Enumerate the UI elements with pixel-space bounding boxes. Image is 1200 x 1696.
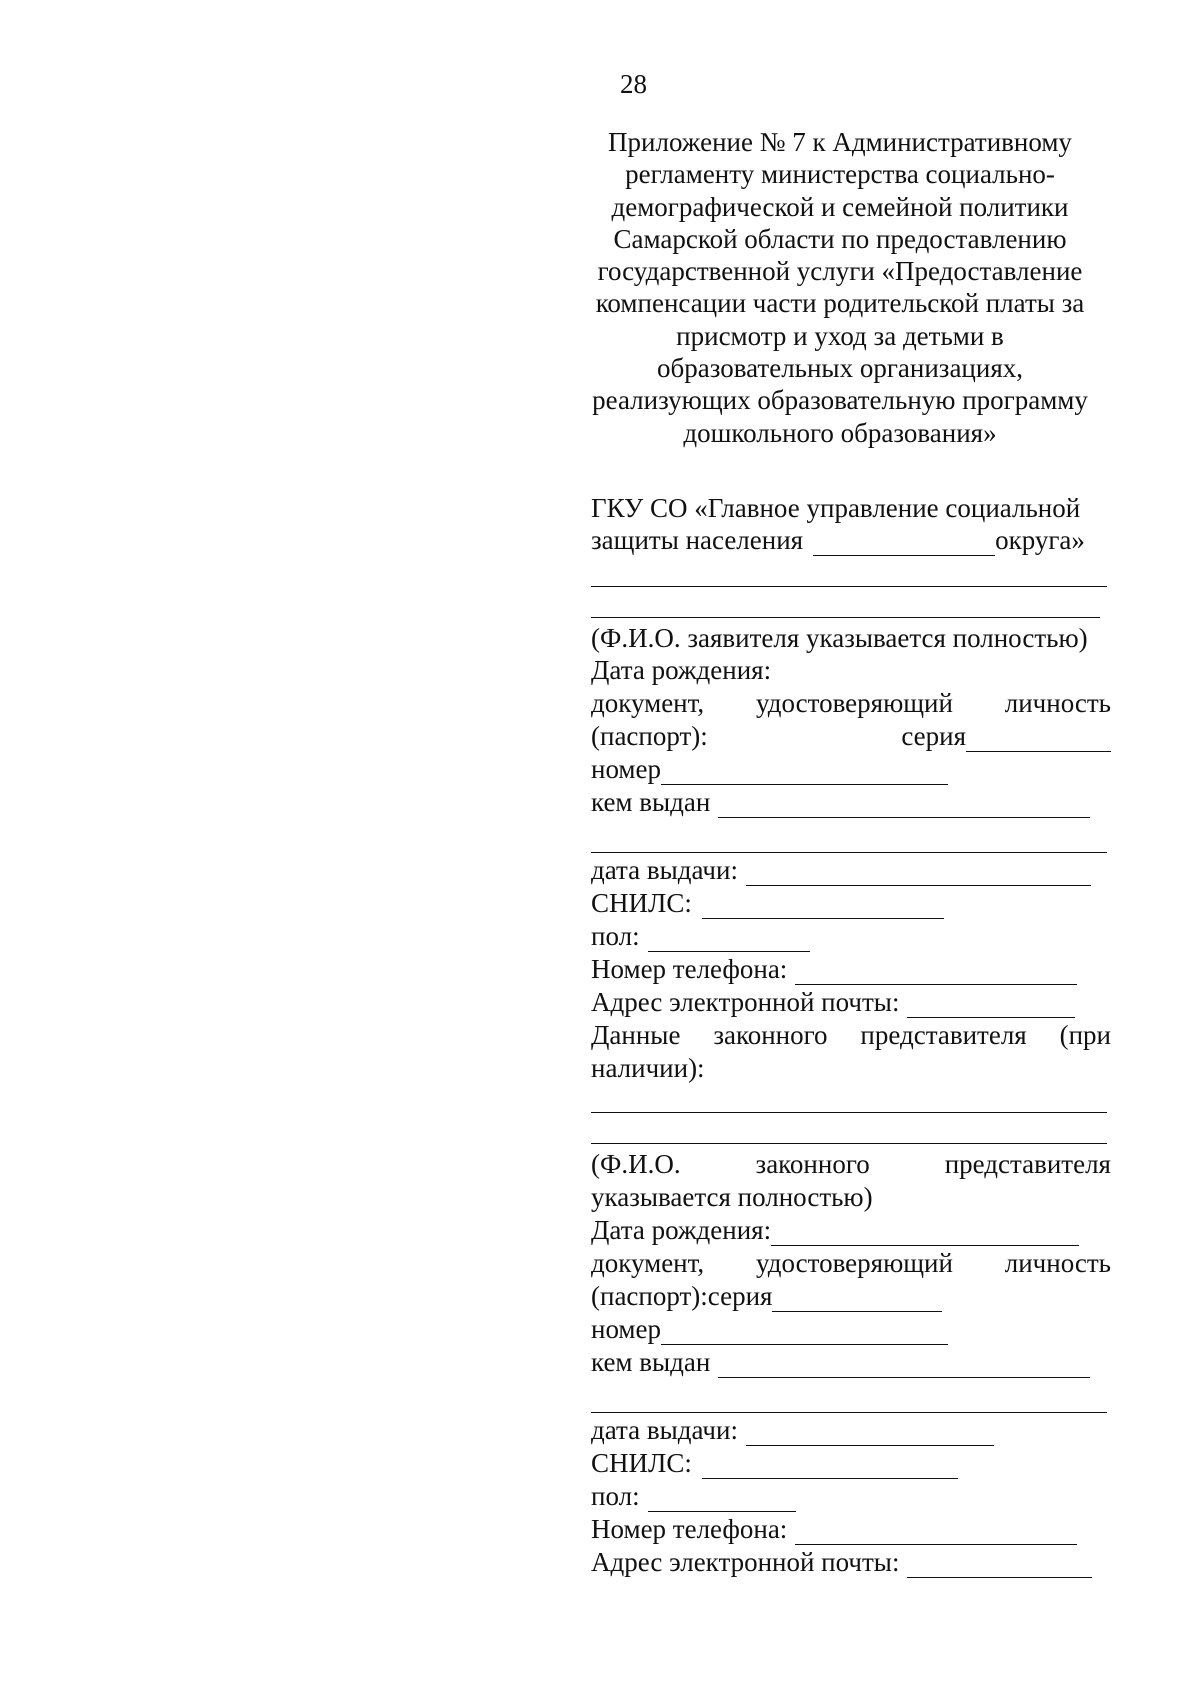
rep-word: (при	[1059, 1020, 1111, 1050]
series-label: серия	[901, 721, 966, 751]
district-blank[interactable]	[813, 529, 995, 556]
applicant-email-row	[591, 986, 1111, 1018]
applicant-issued-row	[591, 786, 1111, 818]
appendix-line: регламенту министерства социально-	[625, 159, 1055, 190]
rep-fio-caption-end: указывается полностью)	[591, 1182, 873, 1212]
issued-by-field[interactable]	[718, 791, 1090, 818]
rep-number-label: номер	[591, 1314, 662, 1344]
snils-label: СНИЛС:	[591, 888, 692, 918]
representative-data-row	[591, 1019, 1111, 1051]
rep-email-field[interactable]	[907, 1551, 1092, 1578]
rep-snils-row	[591, 1447, 1111, 1479]
rep-email-row	[591, 1546, 1111, 1578]
rep-fio-word: представителя	[944, 1149, 1111, 1179]
rep-phone-row	[591, 1513, 1111, 1545]
series-field[interactable]	[966, 725, 1111, 752]
recipient-suffix: округа»	[995, 525, 1085, 555]
rep-doc-row	[591, 1247, 1111, 1279]
appendix-heading	[560, 126, 1120, 449]
rep-doc-word: личность	[1004, 1248, 1111, 1278]
doc-word: документ,	[591, 688, 705, 718]
issue-date-label: дата выдачи:	[591, 855, 738, 885]
rep-word: законного	[713, 1020, 828, 1050]
rep-phone-label: Номер телефона:	[591, 1514, 788, 1544]
rep-doc-word: удостоверяющий	[755, 1248, 953, 1278]
rep-series-field[interactable]	[772, 1285, 942, 1312]
sex-field[interactable]	[648, 925, 810, 952]
appendix-line: Приложение № 7 к Административному	[608, 127, 1072, 157]
rep-issue-date-field[interactable]	[746, 1419, 994, 1446]
appendix-line: Самарской области по предоставлению	[613, 223, 1067, 254]
rep-birth-row	[591, 1214, 1111, 1246]
rep-issued-by-label: кем выдан	[591, 1347, 711, 1377]
appendix-line: присмотр и уход за детьми в	[676, 320, 1004, 351]
applicant-name-line[interactable]	[591, 586, 1107, 587]
applicant-fio-caption: (Ф.И.О. заявителя указывается полностью)	[591, 623, 1088, 653]
number-label: номер	[591, 754, 662, 784]
doc-word: личность	[1004, 688, 1111, 718]
applicant-name-line[interactable]	[591, 617, 1100, 618]
rep-sex-label: пол:	[591, 1481, 640, 1511]
rep-number-row	[591, 1313, 1111, 1345]
rep-number-field[interactable]	[661, 1318, 948, 1345]
sex-label: пол:	[591, 921, 640, 951]
number-field[interactable]	[661, 758, 948, 785]
appendix-line: компенсации части родительской платы за	[595, 288, 1085, 319]
email-field[interactable]	[907, 991, 1075, 1018]
appendix-line: дошкольного образования»	[683, 417, 997, 448]
email-label: Адрес электронной почты:	[591, 987, 900, 1017]
rep-fio-caption-row	[591, 1148, 1111, 1180]
rep-sex-field[interactable]	[648, 1485, 796, 1512]
applicant-passport-row	[591, 720, 1111, 752]
rep-issued-row	[591, 1346, 1111, 1378]
page-number: 28	[620, 69, 647, 99]
rep-phone-field[interactable]	[795, 1518, 1077, 1545]
rep-issued-by-field[interactable]	[718, 1351, 1090, 1378]
issued-by-line[interactable]	[591, 852, 1107, 853]
representative-name-line[interactable]	[591, 1112, 1107, 1113]
rep-snils-field[interactable]	[702, 1452, 958, 1479]
rep-issue-date-row	[591, 1414, 1111, 1446]
representative-data-end: наличии):	[591, 1053, 705, 1083]
rep-passport-row	[591, 1280, 1111, 1312]
phone-label: Номер телефона:	[591, 954, 788, 984]
appendix-line: демографической и семейной политики	[611, 191, 1069, 222]
appendix-line: реализующих образовательную программу	[592, 385, 1088, 416]
rep-passport-label: (паспорт):серия	[591, 1281, 773, 1311]
recipient-line-1: ГКУ СО «Главное управление социальной	[591, 493, 1081, 523]
rep-word: представителя	[860, 1020, 1027, 1050]
representative-name-line[interactable]	[591, 1143, 1107, 1144]
rep-doc-word: документ,	[591, 1248, 705, 1278]
rep-email-label: Адрес электронной почты:	[591, 1547, 900, 1577]
issue-date-field[interactable]	[746, 859, 1091, 886]
passport-label: (паспорт):	[591, 721, 708, 751]
applicant-snils-row	[591, 887, 1111, 919]
rep-birth-date-field[interactable]	[771, 1219, 1079, 1246]
applicant-number-row	[591, 753, 1111, 785]
rep-fio-word: (Ф.И.О.	[591, 1149, 681, 1179]
snils-field[interactable]	[702, 892, 944, 919]
recipient-line-2	[591, 524, 1111, 556]
applicant-doc-row	[591, 687, 1111, 719]
appendix-line: государственной услуги «Предоставление	[597, 256, 1083, 287]
appendix-line: образовательных организациях,	[657, 353, 1023, 384]
rep-fio-word: законного	[755, 1149, 870, 1179]
applicant-issue-date-row	[591, 854, 1111, 886]
applicant-phone-row	[591, 953, 1111, 985]
rep-issued-by-line[interactable]	[591, 1412, 1107, 1413]
doc-word: удостоверяющий	[755, 688, 953, 718]
issued-by-label: кем выдан	[591, 787, 711, 817]
rep-snils-label: СНИЛС:	[591, 1448, 692, 1478]
phone-field[interactable]	[795, 958, 1077, 985]
rep-birth-date-label: Дата рождения:	[591, 1215, 772, 1245]
rep-word: Данные	[591, 1020, 681, 1050]
rep-issue-date-label: дата выдачи:	[591, 1415, 738, 1445]
recipient-prefix: защиты населения	[591, 525, 804, 555]
rep-sex-row	[591, 1480, 1111, 1512]
birth-date-label: Дата рождения:	[591, 655, 772, 685]
applicant-sex-row	[591, 920, 1111, 952]
applicant-birth-row	[591, 654, 1111, 686]
